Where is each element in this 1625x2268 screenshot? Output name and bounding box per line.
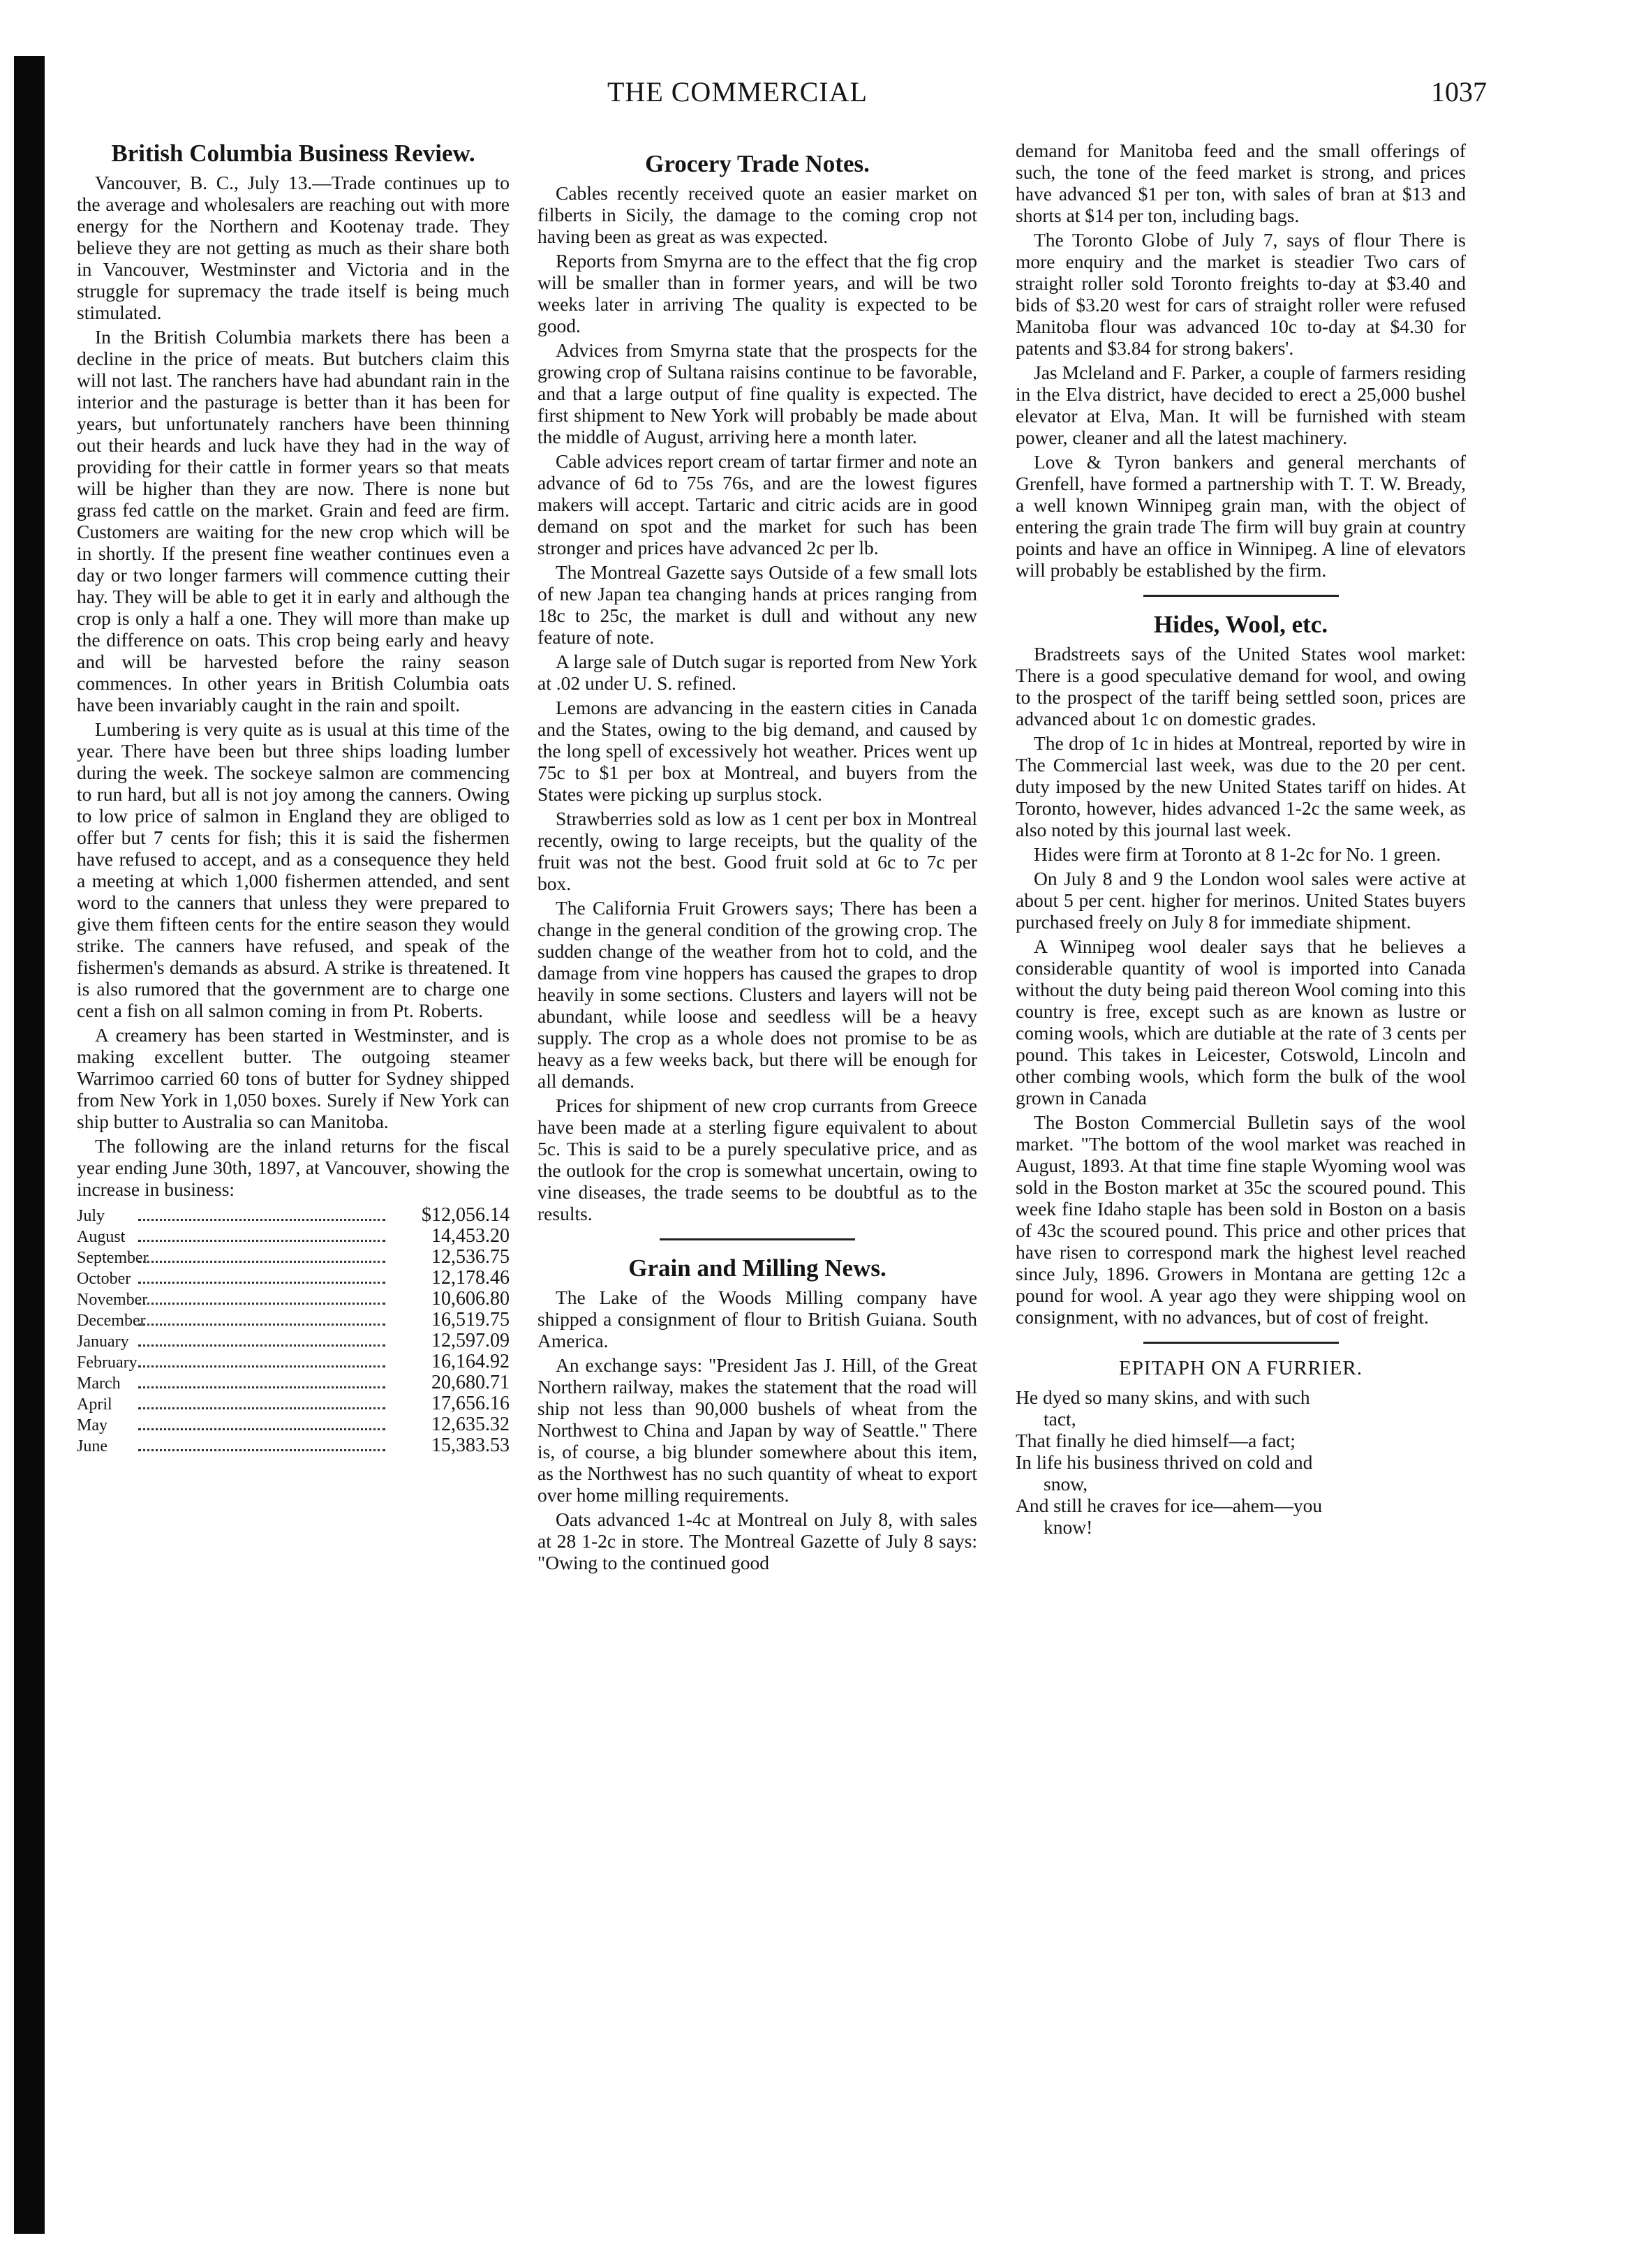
returns-row bbox=[77, 1330, 510, 1351]
poem-line: That finally he died himself—a fact; bbox=[1016, 1430, 1296, 1451]
returns-month: February bbox=[77, 1354, 138, 1372]
returns-row bbox=[77, 1246, 510, 1267]
article-paragraph: The Lake of the Woods Milling company have shipped a consignment of flour to British Guiana. South America. bbox=[537, 1287, 977, 1351]
poem-line: know! bbox=[1044, 1516, 1093, 1538]
article-paragraph: A large sale of Dutch sugar is reported from New York at .02 under U. S. refined. bbox=[537, 651, 977, 694]
returns-row bbox=[77, 1414, 510, 1435]
article-paragraph: Hides were firm at Toronto at 8 1-2c for No. 1 green. bbox=[1034, 843, 1441, 865]
article-paragraph: demand for Manitoba feed and the small offerings of such, the tone of the feed market is strong, and prices have advanced $1 per ton, with sales of bran at $13 and shorts at $14 per ton, including bags. bbox=[1016, 140, 1466, 226]
section-divider bbox=[1143, 595, 1339, 597]
article-heading-grocery: Grocery Trade Notes. bbox=[645, 150, 870, 177]
leader-dots bbox=[138, 1428, 385, 1430]
article-paragraph: Reports from Smyrna are to the effect that the fig crop will be smaller than in former years, and will be two weeks later in arriving The quality is expected to be good. bbox=[537, 250, 977, 336]
leader-dots bbox=[138, 1407, 385, 1409]
running-head bbox=[0, 75, 1625, 117]
article-heading-grain: Grain and Milling News. bbox=[628, 1254, 886, 1282]
poem-title: EPITAPH ON A FURRIER. bbox=[1118, 1357, 1363, 1379]
column-1 bbox=[77, 140, 510, 1455]
leader-dots bbox=[138, 1365, 385, 1368]
article-paragraph: Vancouver, B. C., July 13.—Trade continues up to the average and wholesalers are reaching out with more energy for the Northern and Kootenay trade. They believe they are not getting as much as their share both in Vancouver, Westminster and Victoria and in the struggle for supremacy the trade itself is being much stimulated. bbox=[77, 172, 510, 323]
article-paragraph: Bradstreets says of the United States wool market: There is a good speculative demand for wool, and owing to the prospect of the tariff being settled soon, prices are advanced about 1c on domestic grades. bbox=[1016, 643, 1466, 729]
leader-dots bbox=[138, 1303, 385, 1305]
page-binding-edge bbox=[14, 56, 45, 2234]
returns-value: $12,056.14 bbox=[422, 1204, 510, 1226]
article-paragraph: Jas Mcleland and F. Parker, a couple of farmers residing in the Elva district, have decided to erect a 25,000 bushel elevator at Elva, Man. It will be furnished with steam power, cleaner and all the latest machinery. bbox=[1016, 362, 1466, 448]
section-divider bbox=[660, 1238, 855, 1240]
article-paragraph: Prices for shipment of new crop currants from Greece have been made at a sterling figure equivalent to about 5c. This is said to be a purely speculative price, and as the outlook for the crop is somewhat uncertain, owing to vine diseases, the trade seems to be doubtful as to the results. bbox=[537, 1095, 977, 1224]
leader-dots bbox=[138, 1282, 385, 1284]
article-paragraph: Love & Tyron bankers and general merchants of Grenfell, have formed a partnership with T. T. W. Bready, a well known Winnipeg grain man, with the object of entering the grain trade The firm will buy grain at country points and have an office in Winnipeg. A line of elevators will probably be established by the firm. bbox=[1016, 451, 1466, 581]
article-paragraph: The Boston Commercial Bulletin says of the wool market. "The bottom of the wool market was reached in August, 1893. At that time fine staple Wyoming wool was sold in the Boston market at 35c the scoured pound. This week fine Idaho staple has been sold in Boston on a basis of 43c the scoured pound. This price and other prices that have risen to correspond mark the highest level reached since July, 1896. Growers in Montana are getting 12c a pound for wool. A year ago they were shipping wool on consignment, with no advances, but of cost of freight. bbox=[1016, 1111, 1466, 1328]
returns-row bbox=[77, 1393, 510, 1414]
returns-value: 10,606.80 bbox=[431, 1288, 510, 1310]
returns-month: November bbox=[77, 1291, 148, 1309]
article-paragraph: On July 8 and 9 the London wool sales were active at about 5 per cent. higher for merinos. United States buyers purchased freely on July 8 for immediate shipment. bbox=[1016, 868, 1466, 933]
returns-row bbox=[77, 1204, 510, 1225]
article-paragraph: The Toronto Globe of July 7, says of flour There is more enquiry and the market is steadier Two cars of straight roller sold Toronto freights to-day at $3.40 and bids of $3.20 west for cars of straight roller were refused Manitoba flour was advanced 10c to-day at $4.30 for patents and $3.84 for strong bakers'. bbox=[1016, 229, 1466, 359]
returns-row bbox=[77, 1267, 510, 1288]
returns-row bbox=[77, 1372, 510, 1393]
returns-row bbox=[77, 1309, 510, 1330]
article-paragraph: A creamery has been started in Westminster, and is making excellent butter. The outgoing steamer Warrimoo carried 60 tons of butter for Sydney shipped from New York in 1,050 boxes. Surely if New York can ship butter to Australia so can Manitoba. bbox=[77, 1024, 510, 1132]
poem-line: In life his business thrived on cold and bbox=[1016, 1451, 1313, 1473]
poem-line: tact, bbox=[1044, 1408, 1076, 1430]
returns-month: October bbox=[77, 1270, 131, 1288]
poem-line: He dyed so many skins, and with such bbox=[1016, 1386, 1310, 1408]
returns-month: May bbox=[77, 1416, 107, 1435]
article-paragraph: Lemons are advancing in the eastern cities in Canada and the States, owing to the big demand, and caused by the long spell of excessively hot weather. Prices went up 75c to $1 per box at Montreal, and buyers from the States were picking up surplus stock. bbox=[537, 697, 977, 805]
article-paragraph: The California Fruit Growers says; There has been a change in the general condition of the growing crop. The sudden change of the weather from hot to cold, and the damage from vine hoppers has caused the grapes to drop heavily in some sections. Clusters and layers will not be abundant, while loose and seedless will be a heavy supply. The crop as a whole does not promise to be as heavy as a few weeks back, but there will be enough for all demands. bbox=[537, 897, 977, 1092]
article-paragraph: In the British Columbia markets there has been a decline in the price of meats. But butchers claim this will not last. The ranchers have had abundant rain in the interior and the pasturage is better than it has been for years, but unfortunately ranchers have been thinning out their heards and luck have they had in the way of providing for their cattle in former years so that meats will be higher than they are now. There is none but grass fed cattle on the market. Grain and feed are firm. Customers are waiting for the new crop which will be in shortly. If the present fine weather continues even a day or two longer farmers will commence cutting their hay. They will be able to get it in early and although the crop is only a half a one. They will more than make up the difference on oats. This crop being early and heavy and will be harvested before the rainy season commences. In other years in British Columbia oats have been invariably caught in the rain and spoilt. bbox=[77, 326, 510, 716]
returns-value: 14,453.20 bbox=[431, 1225, 510, 1247]
article-paragraph: Oats advanced 1-4c at Montreal on July 8, with sales at 28 1-2c in store. The Montreal Gazette of July 8 says: "Owing to the continued good bbox=[537, 1509, 977, 1573]
article-paragraph: A Winnipeg wool dealer says that he believes a considerable quantity of wool is imported into Canada without the duty being paid thereon Wool coming into this country is free, except such as are known as lustre or coming wools, which are dutiable at the rate of 3 cents per pound. This takes in Leicester, Cotswold, Lincoln and other combing wools, which form the bulk of the wool grown in Canada bbox=[1016, 935, 1466, 1109]
leader-dots bbox=[138, 1386, 385, 1388]
returns-value: 16,519.75 bbox=[431, 1309, 510, 1331]
returns-month: September bbox=[77, 1249, 149, 1267]
article-paragraph: The Montreal Gazette says Outside of a few small lots of new Japan tea changing hands at prices ranging from 18c to 25c, the market is dull and without any new feature of note. bbox=[537, 561, 977, 648]
article-paragraph: Cables recently received quote an easier market on filberts in Sicily, the damage to the coming crop not having been as great as was expected. bbox=[537, 182, 977, 247]
column-3 bbox=[1016, 140, 1466, 1538]
publication-title: THE COMMERCIAL bbox=[607, 76, 868, 108]
article-paragraph: Lumbering is very quite as is usual at this time of the year. There have been but three ships loading lumber during the week. The sockeye salmon are commencing to run hard, but all is not joy among the canners. Owing to low price of salmon in England they are obliged to offer but 7 cents for fish; this it is said the fishermen have refused to accept, and as a consequence they held a meeting at which 1,000 fishermen attended, and sent word to the canners that unless they were prepared to give them fifteen cents for the entire season they would strike. The canners have refused, and speak of the fishermen's demands as absurd. A strike is threatened. It is also rumored that the government are to charge one cent a fish on all salmon coming in from Pt. Roberts. bbox=[77, 718, 510, 1021]
returns-row bbox=[77, 1288, 510, 1309]
article-paragraph: An exchange says: "President Jas J. Hill, of the Great Northern railway, makes the statement that the road will ship not less than 90,000 bushels of wheat from the Northwest to China and Japan by way of Seattle." There is, of course, a big blunder somewhere about this item, as the Northwest has no such quantity of wheat to export over home milling requirements. bbox=[537, 1354, 977, 1506]
poem-line: And still he craves for ice—ahem—you bbox=[1016, 1495, 1323, 1516]
returns-month: April bbox=[77, 1395, 112, 1414]
returns-month: December bbox=[77, 1312, 146, 1330]
returns-row bbox=[77, 1351, 510, 1372]
returns-row bbox=[77, 1435, 510, 1455]
returns-row bbox=[77, 1225, 510, 1246]
article-paragraph: Advices from Smyrna state that the prospects for the growing crop of Sultana raisins continue to be favorable, and that a large output of fine quality is expected. The first shipment to New York will probably be made about the middle of August, arriving here a month later. bbox=[537, 339, 977, 447]
returns-value: 16,164.92 bbox=[431, 1351, 510, 1372]
returns-value: 17,656.16 bbox=[431, 1393, 510, 1414]
article-paragraph: Cable advices report cream of tartar firmer and note an advance of 6d to 75s 76s, and are the lowest figures makers will accept. Tartaric and citric acids are in good demand on spot and the market for such has been stronger and prices have advanced 2c per lb. bbox=[537, 450, 977, 558]
article-heading-bc-review: British Columbia Business Review. bbox=[111, 140, 475, 167]
inland-returns-table bbox=[77, 1204, 510, 1455]
article-heading-hides-wool: Hides, Wool, etc. bbox=[1153, 611, 1328, 638]
leader-dots bbox=[138, 1261, 385, 1263]
returns-month: March bbox=[77, 1374, 121, 1393]
leader-dots bbox=[138, 1449, 385, 1451]
article-paragraph: Strawberries sold as low as 1 cent per box in Montreal recently, owing to large receipts, but the quality of the fruit was not the best. Good fruit sold at 6c to 7c per box. bbox=[537, 808, 977, 894]
article-paragraph: The drop of 1c in hides at Montreal, reported by wire in The Commercial last week, was due to the 20 per cent. duty imposed by the new United States tariff on hides. At Toronto, however, hides advanced 1-2c the same week, as also noted by this journal last week. bbox=[1016, 732, 1466, 840]
article-paragraph: The following are the inland returns for the fiscal year ending June 30th, 1897, at Vancouver, showing the increase in business: bbox=[77, 1135, 510, 1200]
returns-value: 12,178.46 bbox=[431, 1267, 510, 1289]
leader-dots bbox=[138, 1324, 385, 1326]
returns-month: January bbox=[77, 1333, 129, 1351]
returns-value: 12,597.09 bbox=[431, 1330, 510, 1351]
returns-value: 12,536.75 bbox=[431, 1246, 510, 1268]
returns-value: 20,680.71 bbox=[431, 1372, 510, 1393]
column-2 bbox=[537, 150, 977, 1576]
page-number: 1037 bbox=[1431, 76, 1487, 108]
leader-dots bbox=[138, 1240, 385, 1242]
returns-month: August bbox=[77, 1228, 126, 1246]
poem-line: snow, bbox=[1044, 1473, 1088, 1495]
section-divider bbox=[1143, 1342, 1339, 1344]
returns-month: June bbox=[77, 1437, 107, 1455]
leader-dots bbox=[138, 1344, 385, 1347]
returns-month: July bbox=[77, 1207, 105, 1225]
returns-value: 12,635.32 bbox=[431, 1414, 510, 1435]
leader-dots bbox=[138, 1219, 385, 1221]
returns-value: 15,383.53 bbox=[431, 1435, 510, 1456]
